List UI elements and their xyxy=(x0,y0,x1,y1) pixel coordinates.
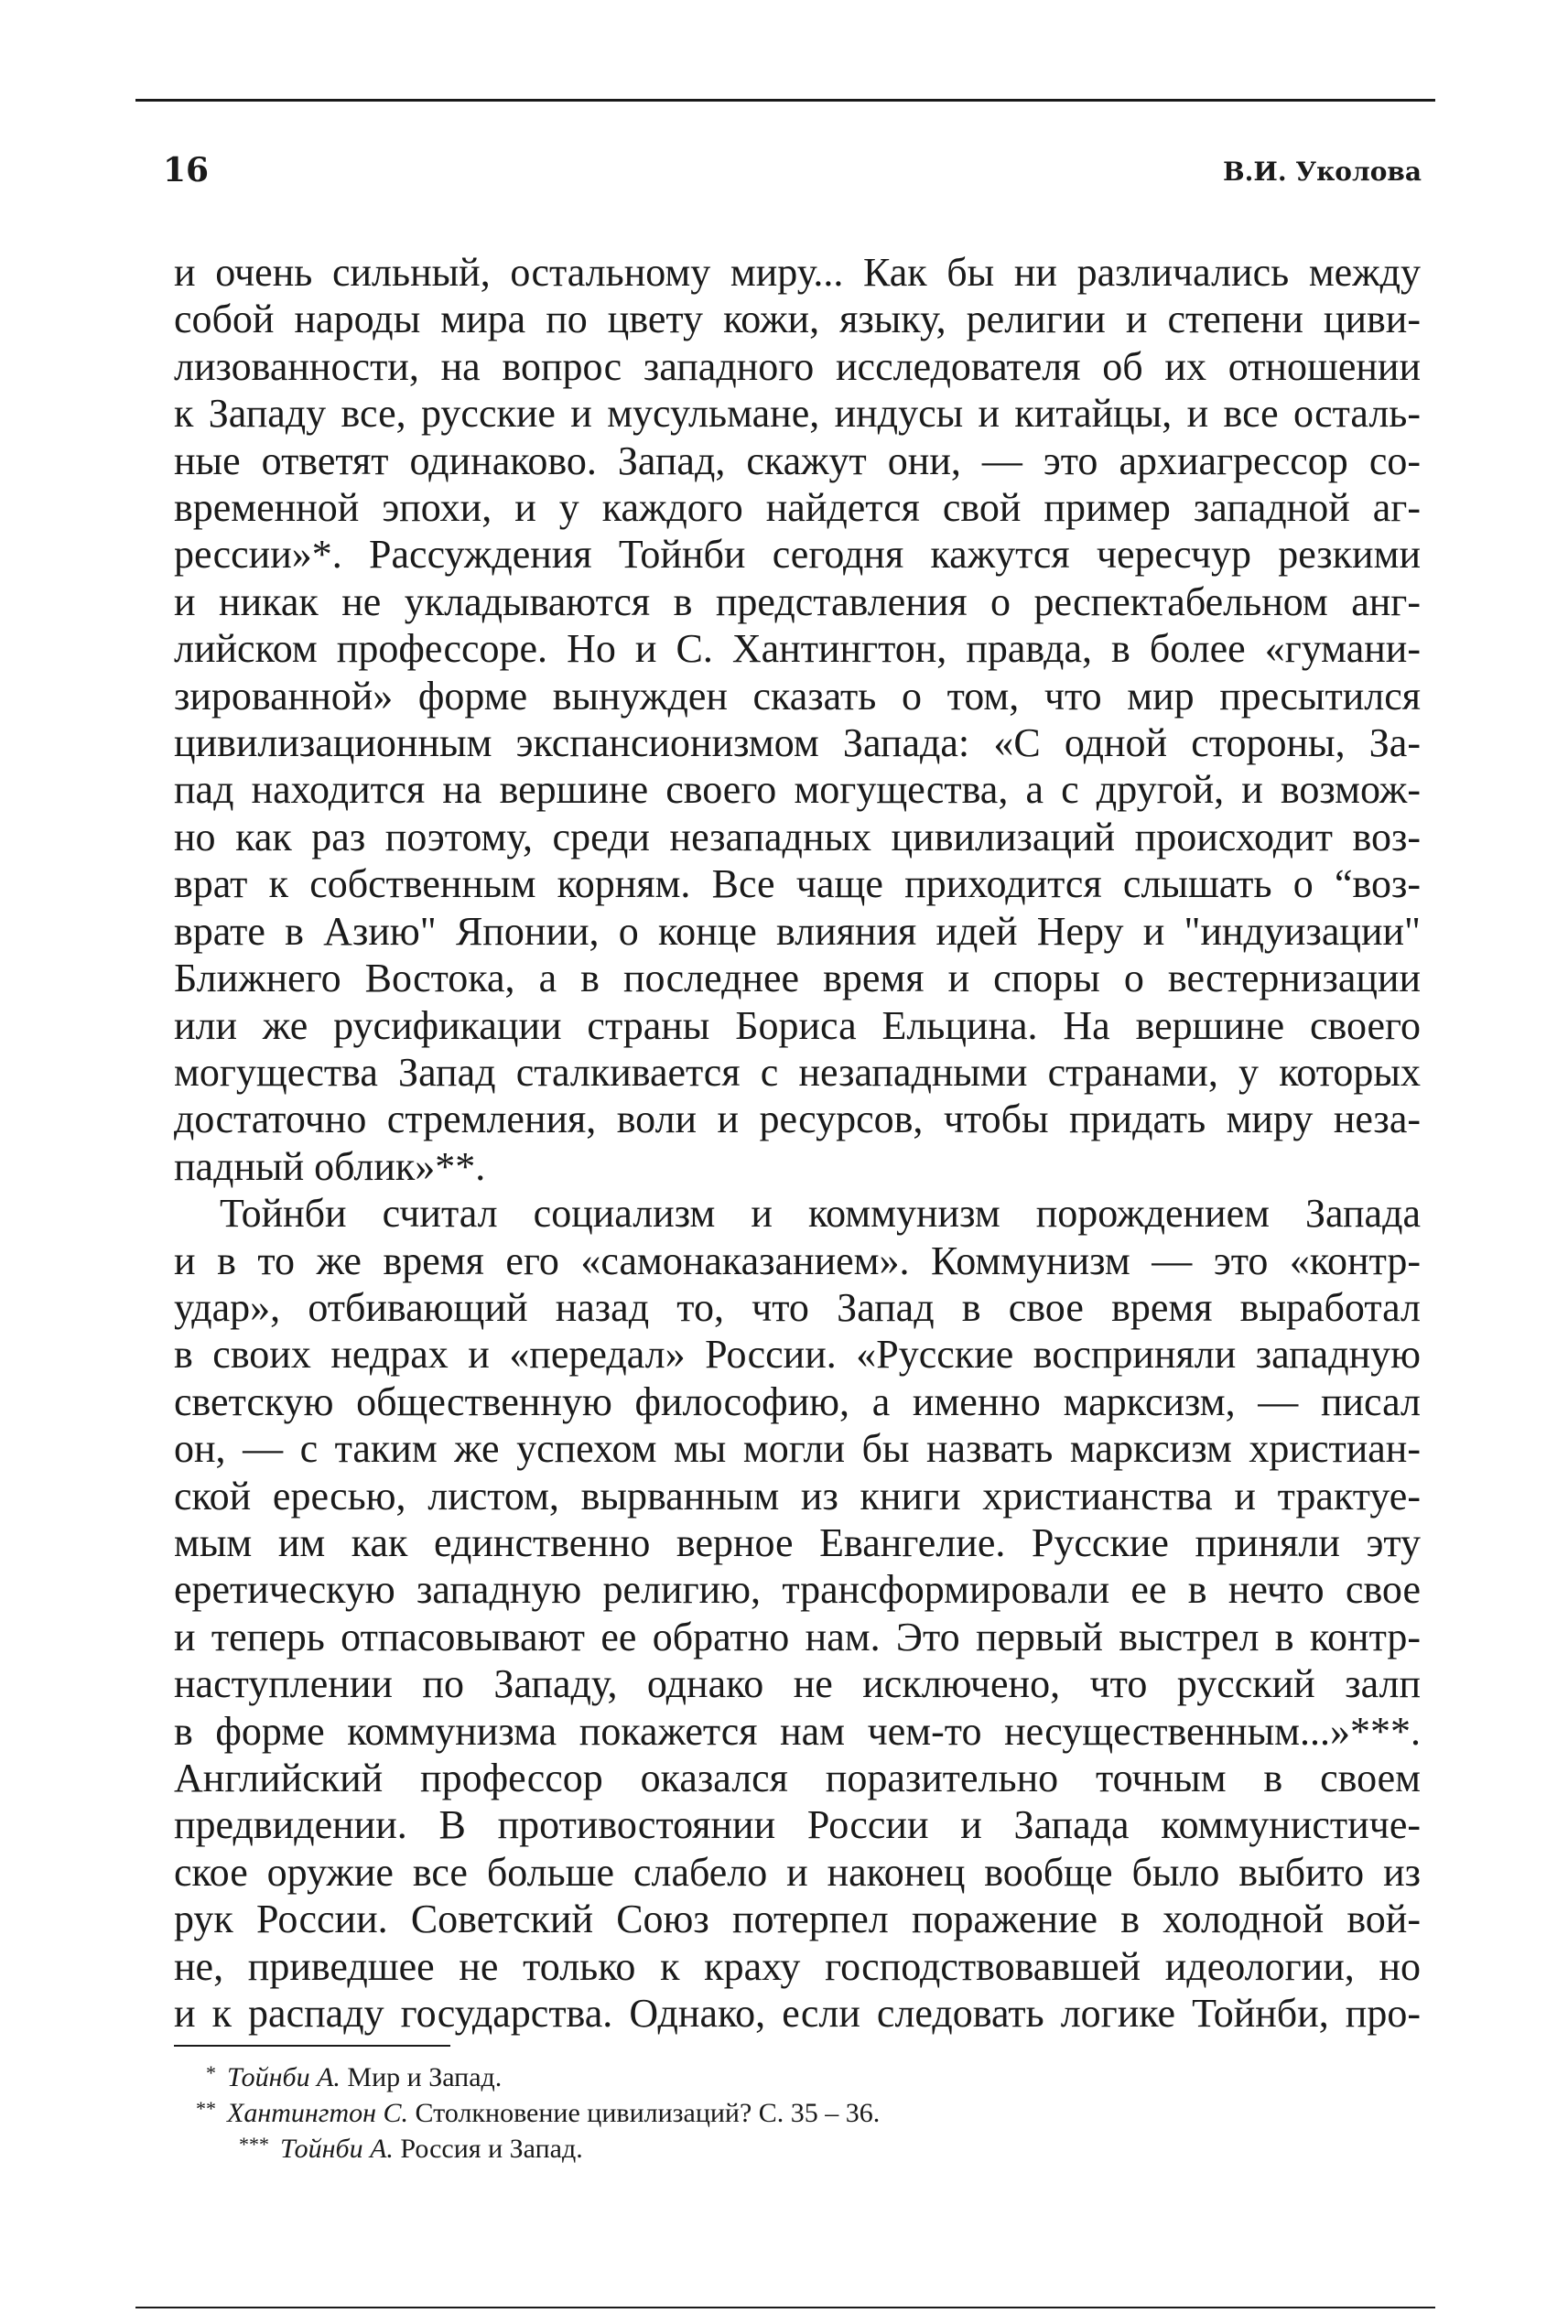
footnote-text: Россия и Запад. xyxy=(393,2134,583,2164)
text-line: зированной» форме вынужден сказать о том, что мир пресытился xyxy=(174,673,1421,719)
text-line: лизованности, на вопрос западного исследователя об их отношении xyxy=(174,343,1421,389)
text-line: удар», отбивающий назад то, что Запад в свое время выработал xyxy=(174,1284,1421,1330)
text-line: врате в Азию" Японии, о конце влияния идей Неру и "индуизации" xyxy=(174,908,1421,954)
text-line: но как раз поэтому, среди незападных цивилизаций происходит воз- xyxy=(174,814,1421,859)
text-line: в форме коммунизма покажется нам чем-то несущественным...»***. xyxy=(174,1708,1421,1754)
footnote-text: Мир и Запад. xyxy=(340,2062,503,2092)
text-line: в своих недрах и «передал» России. «Русские восприняли западную xyxy=(174,1332,1421,1378)
footnote-item xyxy=(174,2131,1272,2167)
text-line: пад находится на вершине своего могущества, а с другой, и возмож- xyxy=(174,767,1421,813)
text-line: врат к собственным корням. Все чаще приходится слышать о “воз- xyxy=(174,861,1421,907)
footnote-author: Тойнби А. xyxy=(227,2062,341,2092)
text-line: и теперь отпасовывают ее обратно нам. Это первый выстрел в контр- xyxy=(174,1614,1421,1659)
footer-rule xyxy=(135,2307,1435,2308)
footnote-mark: ** xyxy=(196,2097,216,2120)
text-line: временной эпохи, и у каждого найдется свой пример западной аг- xyxy=(174,485,1421,531)
text-line: к Западу все, русские и мусульмане, индусы и китайцы, и все осталь- xyxy=(174,391,1421,437)
header-rule xyxy=(135,99,1435,102)
text-line: и к распаду государства. Однако, если следовать логике Тойнби, про- xyxy=(174,1991,1421,2037)
text-line: ные ответят одинаково. Запад, скажут они, — это архиагрессор со- xyxy=(174,438,1421,483)
footnotes xyxy=(174,2059,1272,2167)
text-line: ское оружие все больше слабело и наконец вообще было выбито из xyxy=(174,1849,1421,1895)
text-line: еретическую западную религию, трансформировали ее в нечто свое xyxy=(174,1567,1421,1613)
text-line: Ближнего Востока, а в последнее время и споры о вестернизации xyxy=(174,956,1421,1001)
text-line-paragraph-end: падный облик»**. xyxy=(174,1143,486,1189)
footnote-author: Тойнби А. xyxy=(280,2134,394,2164)
footnote-item xyxy=(174,2059,1272,2095)
footnote-separator xyxy=(174,2045,450,2047)
body-text xyxy=(174,249,1421,2037)
text-line: не, приведшее не только к краху господствовавшей идеологии, но xyxy=(174,1943,1421,1989)
footnote-item xyxy=(174,2095,1272,2131)
footnote-text: Столкновение цивилизаций? С. 35 – 36. xyxy=(408,2098,881,2128)
text-line: ской ересью, листом, вырванным из книги христианства и трактуе- xyxy=(174,1473,1421,1519)
text-line: предвидении. В противостоянии России и Запада коммунистиче- xyxy=(174,1802,1421,1848)
text-line: он, — с таким же успехом мы могли бы назвать марксизм христиан- xyxy=(174,1426,1421,1472)
running-head-author: В.И. Уколова xyxy=(1223,157,1422,187)
text-line: могущества Запад сталкивается с незападными странами, у которых xyxy=(174,1049,1421,1095)
text-line: или же русификации страны Бориса Ельцина. На вершине своего xyxy=(174,1002,1421,1048)
text-line: наступлении по Западу, однако не исключено, что русский залп xyxy=(174,1661,1421,1707)
page-number: 16 xyxy=(163,151,210,189)
footnote-mark: *** xyxy=(239,2133,269,2156)
text-line: достаточно стремления, воли и ресурсов, чтобы придать миру неза- xyxy=(174,1097,1421,1142)
text-line: светскую общественную философию, а именно марксизм, — писал xyxy=(174,1378,1421,1424)
text-line: и очень сильный, остальному миру... Как бы ни различались между xyxy=(174,250,1421,295)
text-line: лийском профессоре. Но и С. Хантингтон, правда, в более «гумани- xyxy=(174,626,1421,672)
text-line: рессии»*. Рассуждения Тойнби сегодня кажутся чересчур резкими xyxy=(174,532,1421,578)
text-line: Английский профессор оказался поразительно точным в своем xyxy=(174,1756,1421,1800)
text-line: мым им как единственно верное Евангелие. Русские приняли эту xyxy=(174,1519,1421,1565)
text-line-paragraph-start: Тойнби считал социализм и коммунизм порождением Запада xyxy=(220,1191,1421,1237)
text-line: цивилизационным экспансионизмом Запада: «С одной стороны, За- xyxy=(174,720,1421,766)
text-line: рук России. Советский Союз потерпел поражение в холодной вой- xyxy=(174,1897,1421,1942)
footnote-mark: * xyxy=(206,2061,216,2084)
text-line: и никак не укладываются в представления о респектабельном анг- xyxy=(174,578,1421,624)
text-line: собой народы мира по цвету кожи, языку, религии и степени циви- xyxy=(174,297,1421,342)
footnote-author: Хантингтон С. xyxy=(227,2098,409,2128)
text-line: и в то же время его «самонаказанием». Коммунизм — это «контр- xyxy=(174,1238,1421,1283)
